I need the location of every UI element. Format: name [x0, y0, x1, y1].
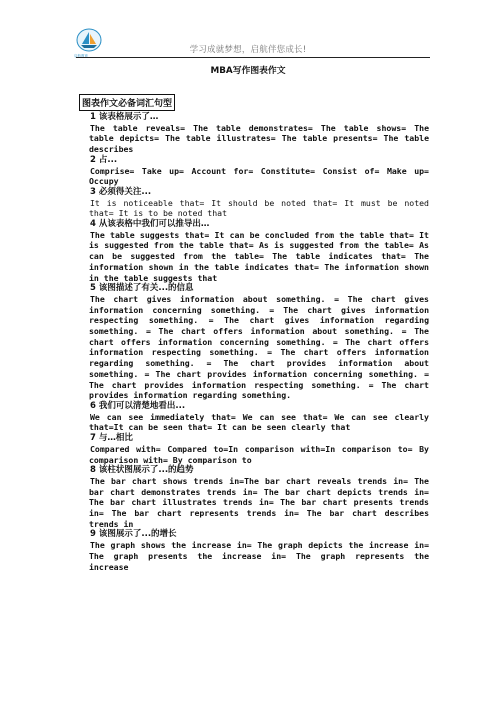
item-title: 6 我们可以清楚地看出... [90, 400, 186, 411]
section-heading: 图表作文必备词汇句型 [79, 94, 175, 111]
item-body: The chart gives information about something. = The chart gives information concerning something. = The chart gives information respecting something. = The chart gives information regarding something. = The chart offers information about something. = The chart offers information concerning something. = The chart offers information respecting something. = The chart offers information regarding something. = The chart provides information about something. = The chart provides information concerning something. = The chart provides information respecting something. = The chart provides information regarding something. [89, 293, 429, 401]
list-item [89, 219, 429, 283]
list-item [89, 112, 429, 155]
item-title: 9 该图展示了...的增长 [90, 529, 177, 540]
item-body: The table suggests that= It can be concluded from the table that= It is suggested from the table that= As is suggested from the table= As can be suggested from the table= The table indicates that= The information shown in the table indicates that= The information shown in the table suggests that [89, 229, 429, 283]
item-title: 2 占... [90, 154, 118, 165]
list-item [89, 529, 429, 572]
item-title: 7 与…相比 [90, 433, 133, 444]
item-title: 3 必须得关注... [90, 186, 152, 197]
document-title: MBA写作图表作文 [210, 66, 286, 76]
item-body: Comprise= Take up= Account for= Constitute= Consist of= Make up= Occupy [89, 165, 429, 187]
item-title: 1 该表格展示了… [90, 112, 159, 122]
item-body: It is noticeable that= It should be noted that= It must be noted that= It is to be noted that [89, 197, 429, 219]
item-body: The graph shows the increase in= The graph depicts the increase in= The graph presents the increase in= The graph represents the increase [89, 540, 429, 572]
item-title: 5 该图描述了有关...的信息 [90, 283, 194, 294]
list-item [89, 187, 429, 219]
item-body: The bar chart shows trends in=The bar chart reveals trends in= The bar chart demonstrates trends in= The bar chart depicts trends in= The bar chart illustrates trends in= The bar chart presents trends in= The bar chart represents trends in= The bar chart describes trends in [89, 475, 429, 529]
item-body: The table reveals= The table demonstrates= The table shows= The table depicts= The table illustrates= The table presents= The table describes [89, 122, 429, 155]
document-body [89, 112, 429, 572]
logo-caption: 启航教育 [74, 54, 88, 58]
page-header-text: 学习成就梦想，启航伴您成长! [189, 45, 307, 55]
list-item [89, 433, 429, 465]
list-item [89, 283, 429, 401]
list-item [89, 155, 429, 187]
header-divider [76, 57, 430, 58]
item-title: 4 从该表格中我们可以推导出… [90, 219, 210, 230]
item-title: 8 该柱状图展示了...的趋势 [90, 465, 194, 476]
item-body: We can see immediately that= We can see that= We can see clearly that=It can be seen that= It can be seen clearly that [89, 411, 429, 433]
list-item [89, 465, 429, 529]
item-body: Compared with= Compared to=In comparison with=In comparison to= By comparison with= By comparison to [89, 443, 429, 465]
list-item [89, 401, 429, 433]
